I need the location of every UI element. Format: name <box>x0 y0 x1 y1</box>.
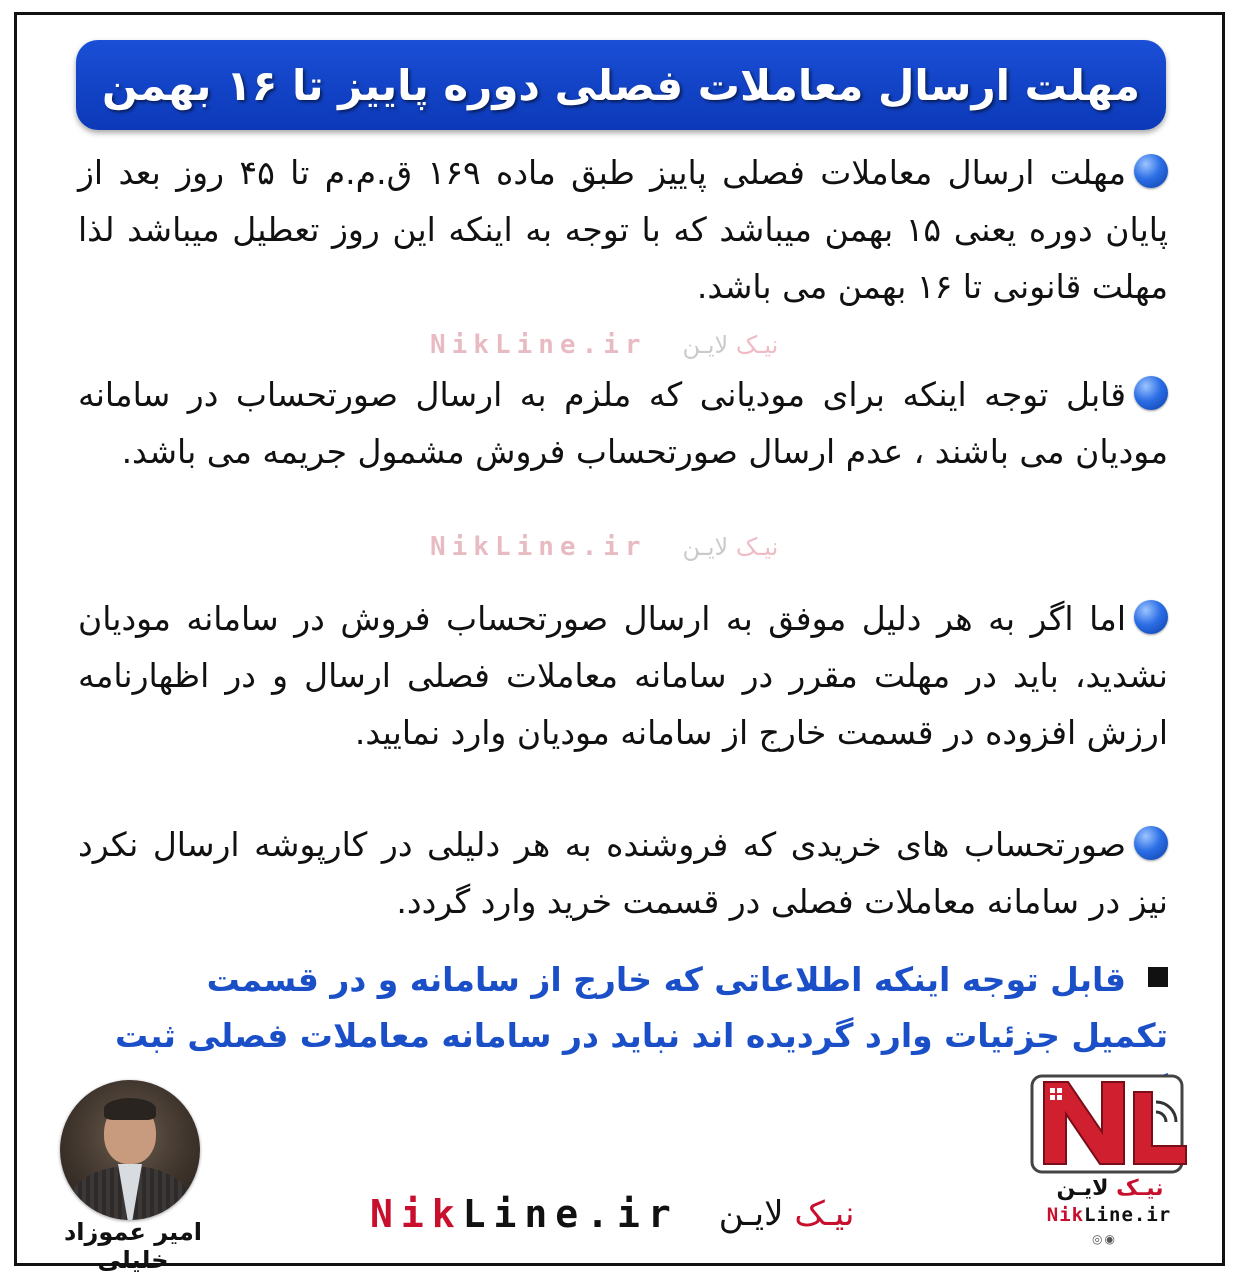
page-title: مهلت ارسال معاملات فصلی دوره پاییز تا ۱۶ بهمن <box>102 60 1140 110</box>
title-banner <box>76 40 1166 130</box>
author-name: امیر عموزاد خلیلی <box>63 1218 203 1274</box>
watermark-persian-red: نیـک <box>735 533 779 561</box>
paragraph-1 <box>78 144 1168 315</box>
footer-brand-persian <box>719 1194 855 1234</box>
blue-circle-bullet-icon <box>1134 826 1168 860</box>
watermark <box>430 330 830 360</box>
logo-fa-red: نیـک <box>1116 1176 1164 1201</box>
highlight-note <box>100 952 1168 1120</box>
watermark-persian <box>683 331 779 359</box>
blue-circle-bullet-icon <box>1134 376 1168 410</box>
logo-latin-black: Line.ir <box>1084 1204 1172 1226</box>
instagram-icon: ◎◉ <box>1092 1232 1117 1246</box>
watermark-persian <box>683 533 779 561</box>
watermark-persian-red: نیـک <box>735 331 779 359</box>
footer-latin-red: Nik <box>370 1192 463 1236</box>
avatar-hair <box>104 1098 156 1120</box>
author-avatar <box>60 1080 200 1220</box>
paragraph-text: قابل توجه اینکه برای مودیانی که ملزم به ارسال صورتحساب در سامانه مودیان می باشند ، عدم ارسال صورتحساب فروش مشمول جریمه می باشد. <box>78 375 1168 471</box>
paragraph-4 <box>78 816 1168 930</box>
watermark <box>430 532 830 562</box>
footer-latin-black: Line.ir <box>462 1192 679 1236</box>
watermark-latin: NikLine.ir <box>430 330 647 360</box>
footer-brand-latin <box>370 1192 679 1236</box>
paragraph-3 <box>78 590 1168 761</box>
blue-circle-bullet-icon <box>1134 600 1168 634</box>
paragraph-text: اما اگر به هر دلیل موفق به ارسال صورتحساب فروش در سامانه مودیان نشدید، باید در مهلت مقرر در سامانه معاملات فصلی ارسال و در اظهارنامه ارزش افزوده در قسمت خارج از سامانه مودیان وارد نمایید. <box>78 599 1168 752</box>
logo-latin <box>1034 1204 1184 1226</box>
blue-circle-bullet-icon <box>1134 154 1168 188</box>
footer-fa-black: لایـن <box>718 1194 784 1234</box>
logo-persian <box>1040 1176 1180 1201</box>
note-text: قابل توجه اینکه اطلاعاتی که خارج از سامانه و در قسمت تکمیل جزئیات وارد گردیده اند نباید در سامانه معاملات فصلی ثبت <box>115 960 1168 1055</box>
logo-fa-black: لایـن <box>1056 1176 1109 1201</box>
footer-brand <box>370 1192 854 1236</box>
footer-fa-red: نیـک <box>794 1194 855 1234</box>
watermark-persian-black: لایـن <box>682 533 729 561</box>
watermark-persian-black: لایـن <box>682 331 729 359</box>
logo-latin-red: Nik <box>1046 1204 1085 1226</box>
black-square-bullet-icon <box>1148 967 1168 987</box>
watermark-latin: NikLine.ir <box>430 532 647 562</box>
paragraph-text: مهلت ارسال معاملات فصلی پاییز طبق ماده ۱۶۹ ق.م.م تا ۴۵ روز بعد از پایان دوره یعنی ۱۵ بهمن میباشد که با توجه به اینکه این روز تعطیل میباشد لذا مهلت قانونی تا ۱۶ بهمن می باشد. <box>78 153 1169 306</box>
paragraph-text: صورتحساب های خریدی که فروشنده به هر دلیلی در کارپوشه ارسال نکرد نیز در سامانه معاملات فصلی در قسمت خرید وارد گردد. <box>78 825 1168 921</box>
paragraph-2 <box>78 366 1168 480</box>
